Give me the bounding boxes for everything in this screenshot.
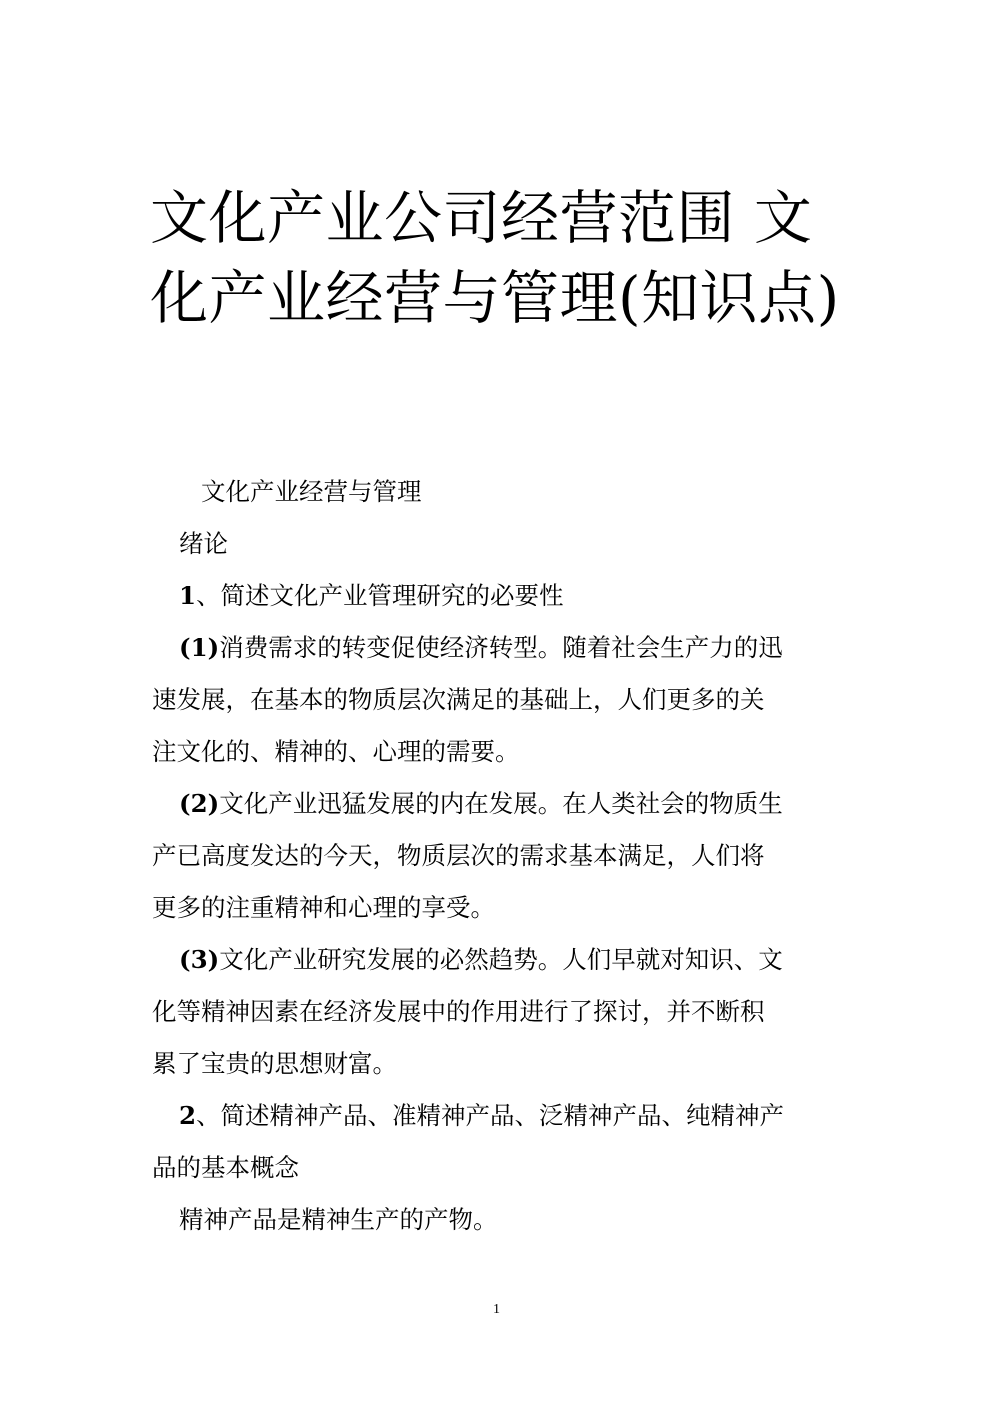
section-heading: 文化产业经营与管理 — [201, 477, 422, 506]
paragraph-3-line-2: 化等精神因素在经济发展中的作用进行了探讨，并不断积 — [152, 997, 765, 1026]
document-title — [150, 178, 870, 338]
paragraph-4: 精神产品是精神生产的产物。 — [179, 1205, 498, 1234]
question-2-line-2: 品的基本概念 — [152, 1153, 299, 1182]
paragraph-2-line-2: 产已高度发达的今天，物质层次的需求基本满足，人们将 — [152, 841, 765, 870]
paragraph-3 — [152, 934, 832, 1090]
paragraph-2-line-3: 更多的注重精神和心理的享受。 — [152, 893, 495, 922]
title-line-2: 化产业经营与管理(知识点) — [150, 264, 840, 332]
title-line-1: 文化产业公司经营范围 文 — [150, 184, 813, 252]
document-body — [152, 466, 832, 1246]
question-1 — [152, 570, 832, 622]
question-1-number: 1 — [179, 581, 197, 610]
page-number: 1 — [493, 1302, 500, 1317]
paragraph-2 — [152, 778, 832, 934]
question-2 — [152, 1090, 832, 1194]
paragraph-2-number: (2) — [179, 789, 220, 818]
paragraph-1-line-2: 速发展，在基本的物质层次满足的基础上，人们更多的关 — [152, 685, 765, 714]
paragraph-3-line-3: 累了宝贵的思想财富。 — [152, 1049, 397, 1078]
question-2-number: 2 — [179, 1101, 197, 1130]
intro-label: 绪论 — [179, 529, 228, 558]
question-2-line-1: 2、简述精神产品、准精神产品、泛精神产品、纯精神产 — [179, 1101, 785, 1130]
question-1-text: 、简述文化产业管理研究的必要性 — [196, 581, 564, 610]
paragraph-1-line-3: 注文化的、精神的、心理的需要。 — [152, 737, 520, 766]
paragraph-1-number: (1) — [179, 633, 220, 662]
paragraph-3-number: (3) — [179, 945, 220, 974]
paragraph-1 — [152, 622, 832, 778]
paragraph-1-line-1: (1)消费需求的转变促使经济转型。随着社会生产力的迅 — [179, 633, 783, 662]
paragraph-2-line-1: (2)文化产业迅猛发展的内在发展。在人类社会的物质生 — [179, 789, 783, 818]
paragraph-3-line-1: (3)文化产业研究发展的必然趋势。人们早就对知识、文 — [179, 945, 783, 974]
